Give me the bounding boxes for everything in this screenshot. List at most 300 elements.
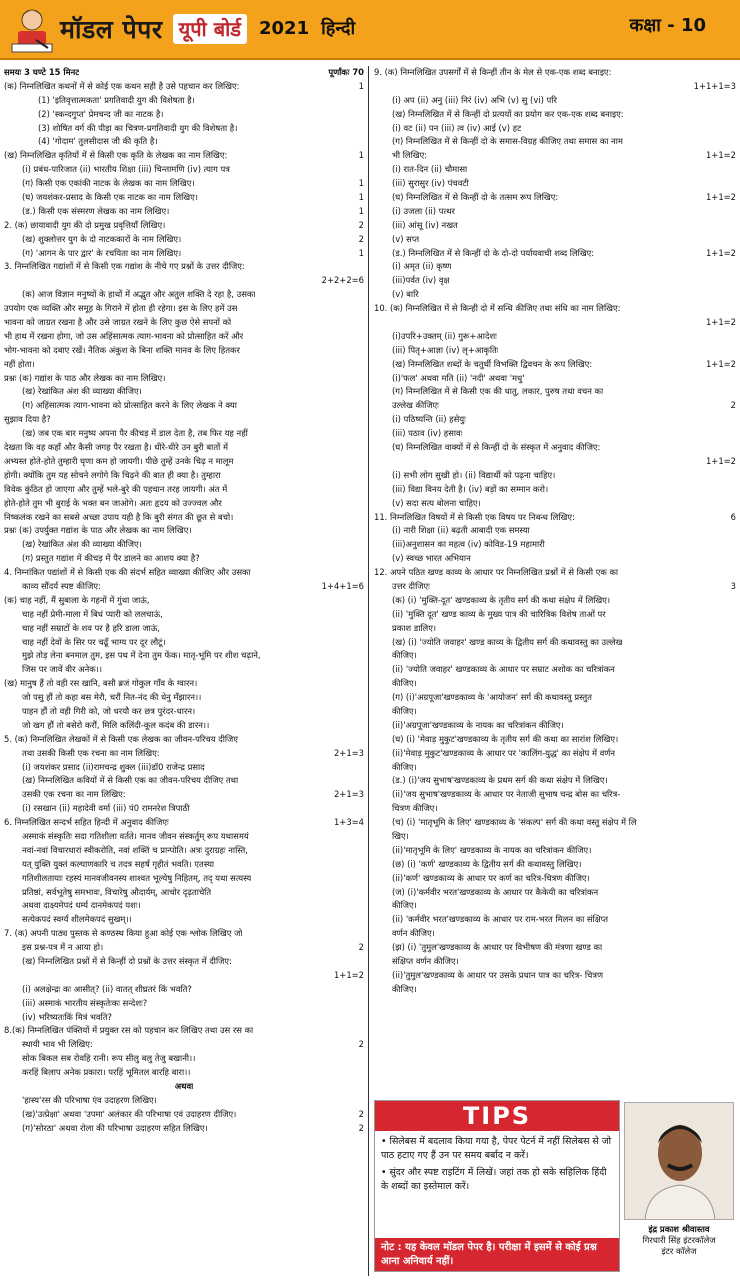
question-text: (ग) निम्नलिखित में से किसी एक की धातु, लकार, पुरुष तथा वचन का xyxy=(392,386,604,397)
question-text: 11. निम्नलिखित विषयों में से किसी एक विषय पर निबन्ध लिखिए: xyxy=(374,511,575,522)
question-line xyxy=(4,316,364,330)
question-line xyxy=(4,566,364,580)
question-text: नहीं होता। xyxy=(4,358,35,369)
question-text: (ग) निम्नलिखित में से किन्हीं दो के समास-विग्रह कीजिए तथा समास का नाम xyxy=(392,136,623,147)
question-line xyxy=(4,955,364,969)
question-text: भी हाथ में रखना होगा, जो उस अहिंसात्मक त्याग-भावना को प्रोत्साहित करें और xyxy=(4,330,244,341)
question-line xyxy=(4,399,364,413)
tips-point-2: • सुंदर और स्पष्ट राइटिंग में लिखें। जहां तक हो सके सहिलिक हिंदी के शब्दों का इस्तेमाल करें। xyxy=(381,1167,607,1192)
question-line xyxy=(374,441,736,455)
question-text: प्रतिष्ठां, सर्वभूतेषु समभावः, विचारेषु औदार्यम्, आचोर दृढ़ताचेति xyxy=(22,886,212,897)
marks-label: 1+1=2 xyxy=(705,150,736,161)
question-line xyxy=(374,788,736,802)
question-text: समयः 3 घण्टे 15 मिनट xyxy=(4,67,80,77)
question-text: (i) अलक्षेन्द्रः कः आसीत्? (ii) वातत् शीघ्रतरं किं भवति? xyxy=(22,983,192,994)
marks-label: 1+1+1=3 xyxy=(693,80,736,91)
question-text: 4. निम्नांकित पद्यांशों में से किसी एक की संदर्भ सहित व्याख्या कीजिए और उसका xyxy=(4,567,251,578)
question-line xyxy=(374,566,736,580)
question-text: यत् युक्ति युक्तं कल्याणकारि च तदत्र सहर्षं गृहीतं भवति। एतस्या xyxy=(22,858,215,869)
question-text: कीजिए। xyxy=(392,650,417,661)
question-text: गतिशीलतायाः रहस्यं मानवजीवनस्य शाश्वत भूल्येषु निहितम्, तद् यथा सत्यस्य xyxy=(22,872,252,883)
question-line xyxy=(374,191,736,205)
question-line xyxy=(374,594,736,608)
question-line xyxy=(374,66,736,80)
question-text: कीजिए। xyxy=(392,761,417,772)
question-text: (i) जयशंकर प्रसाद (ii)रामचन्द्र शुक्ल (iii)डॉ0 राजेन्द्र प्रसाद xyxy=(22,761,205,772)
question-text: अथवा दाक्ष्यमेपदं धर्म्य दानमेकपदं यशः। xyxy=(22,900,141,911)
tips-note: नोट : यह केवल मॉडल पेपर है। परीक्षा में इसमें से कोई प्रश्न आना अनिवार्य नहीं। xyxy=(375,1238,619,1271)
question-text: (i)'फल' अथवा मति (ii) 'नदी' अथवा 'मधु' xyxy=(392,372,525,383)
question-line xyxy=(4,594,364,608)
question-text: (iii) सुरासुर (iv) पंचवटी xyxy=(392,178,469,189)
author-school: गिरधारी सिंह इंटरकॉलेज xyxy=(642,1234,716,1245)
header-banner xyxy=(0,0,740,60)
question-line xyxy=(374,802,736,816)
question-text: काव्य सौंदर्य स्पष्ट कीजिए: xyxy=(22,580,101,591)
question-line xyxy=(4,94,364,108)
question-line xyxy=(374,233,736,247)
question-text: (ख) निम्नलिखित कृतियों में से किसी एक कृति के लेखक का नाम लिखिए: xyxy=(4,150,228,161)
question-line xyxy=(4,899,364,913)
question-line xyxy=(4,608,364,622)
author-photo xyxy=(624,1102,734,1220)
question-text: (ii)'जय सुभाष'खण्डकाव्य के आधार पर नेताजी सुभाष चन्द्र बोस का चरित्र- xyxy=(392,789,621,800)
marks-label: 2 xyxy=(358,942,364,953)
question-line xyxy=(374,108,736,122)
question-line xyxy=(4,719,364,733)
question-text: प्रश्नः (क) गद्यांश के पाठ और लेखक का नाम लिखिए। xyxy=(4,372,166,383)
question-line xyxy=(374,844,736,858)
question-line xyxy=(374,816,736,830)
question-text: 3. निम्नलिखित गद्यांशों में से किसी एक गद्यांश के नीचे गए प्रश्नों के उत्तर दीजिए: xyxy=(4,261,245,272)
question-text: प्रकाश डालिए। xyxy=(392,622,437,633)
question-text: वर्णन कीजिए। xyxy=(392,928,435,939)
question-line xyxy=(4,941,364,955)
question-line xyxy=(374,94,736,108)
question-line xyxy=(374,330,736,344)
tips-body xyxy=(375,1131,619,1198)
question-text: (ग) प्रस्तुत गद्यांश में कीचड़ में पैर डालने का आशय क्या है? xyxy=(22,553,200,564)
question-line xyxy=(4,233,364,247)
question-text: (i) रात-दिन (ii) चौमासा xyxy=(392,164,468,175)
marks-label: 1+1=2 xyxy=(705,317,736,328)
question-line xyxy=(374,580,736,594)
question-line xyxy=(374,122,736,136)
question-line xyxy=(374,274,736,288)
brand-model-paper: मॉडल पेपर xyxy=(60,14,163,44)
question-text: उपयोग एक व्यक्ति और समूह के गिराने में होता ही रहेगा। इस के लिए हमें उस xyxy=(4,303,238,314)
question-line xyxy=(374,705,736,719)
question-line xyxy=(374,955,736,969)
question-text: (ग) 'आगन के पार द्वार' के रचयिता का नाम लिखिए। xyxy=(22,247,182,258)
question-text: संक्षिप्त वर्णन कीजिए। xyxy=(392,956,459,966)
question-line xyxy=(4,622,364,636)
question-text: (क) (i) 'मुक्ति-दूत' खण्डकाव्य के तृतीय सर्ग की कथा संक्षेप में लिखिए। xyxy=(392,594,611,605)
question-line xyxy=(4,413,364,427)
question-text: चाह नहीं देवों के सिर पर चढूँ भाग्य पर दूर लौटूं। xyxy=(22,636,166,647)
question-line xyxy=(4,330,364,344)
marks-label: 6 xyxy=(730,511,736,522)
question-line xyxy=(4,372,364,386)
marks-label: 2+1=3 xyxy=(333,789,364,800)
question-text: 5. (क) निम्नलिखित लेखकों में से किसी एक लेखक का जीवन-परिचय दीजिए xyxy=(4,733,238,744)
question-text: (ii) 'मुक्ति दूत' खण्ड काव्य के मुख्य पात्र की चारित्रिक विशेष ताओं पर xyxy=(392,608,606,619)
question-text: (ख) (i) 'ज्योति जवाहर' खण्ड काव्य के द्वितीय सर्ग की कथावस्तु का उल्लेख xyxy=(392,636,623,647)
question-text: अथवा xyxy=(174,1081,194,1092)
marks-label: 2 xyxy=(358,1108,364,1119)
question-text: (iii)पर्वत (iv) वृक्ष xyxy=(392,275,450,286)
question-text: भोग-भावना को दबाए रखें। नैतिक अंकुश के बिना शक्ति मानव के लिए हितकर xyxy=(4,344,240,355)
question-line xyxy=(374,288,736,302)
question-text: (iii) पितृ+आज्ञा (iv) लृ+आकृतिः xyxy=(392,344,499,355)
question-line xyxy=(4,872,364,886)
question-text: (i) अमृत (ii) कृष्ण xyxy=(392,261,452,272)
question-line xyxy=(4,774,364,788)
question-text: (ख)'उत्प्रेक्षा' अथवा 'उपमा' अलंकार की परिभाषा एवं उदाहरण दीजिए। xyxy=(22,1108,237,1119)
question-line xyxy=(374,872,736,886)
question-line xyxy=(4,497,364,511)
question-line xyxy=(4,163,364,177)
question-text: (i) उजला (ii) पत्थर xyxy=(392,205,455,216)
question-line xyxy=(4,761,364,775)
question-text: उसकी एक रचना का नाम लिखिए: xyxy=(22,789,126,800)
marks-label: 1+1=2 xyxy=(333,969,364,980)
question-line xyxy=(4,205,364,219)
question-text: चाह नहीं सम्राटों के शव पर है हरि डाला जाऊं, xyxy=(22,622,160,633)
question-line xyxy=(374,927,736,941)
question-line xyxy=(4,1122,364,1136)
question-line xyxy=(374,163,736,177)
question-line xyxy=(4,747,364,761)
question-line xyxy=(4,469,364,483)
question-line xyxy=(374,622,736,636)
question-text: उत्तर दीजिएः xyxy=(392,580,430,591)
marks-label: 1 xyxy=(358,247,364,258)
question-line xyxy=(4,1108,364,1122)
question-line xyxy=(374,469,736,483)
question-text: अभ्यस्त होते-होते तुम्हारी घृणा कम हो जायगी। पीछे तुम्हें उनके चिढ़ न मालूम xyxy=(4,455,234,466)
question-line xyxy=(4,1080,364,1094)
question-text: 7. (क) अपनी पाठ्य पुस्तक से कण्ठस्थ किया हुआ कोई एक श्लोक लिखिए जो xyxy=(4,928,243,939)
tips-point-1: • सिलेबस में बदलाव किया गया है, पेपर पेटर्न में नहीं सिलेबस से जो पाठ हटाए गए हैं उन पर समय बर्बाद न करें। xyxy=(381,1136,612,1161)
question-line xyxy=(4,663,364,677)
question-line xyxy=(374,80,736,94)
question-text: कीजिए। xyxy=(392,678,417,689)
question-text: कीजिए। xyxy=(392,983,417,994)
question-text: (v) बारि xyxy=(392,289,419,300)
question-text: 9. (क) निम्नलिखित उपसर्गों में से किन्हीं तीन के मेल से एक-एक शब्द बनाइए: xyxy=(374,67,612,77)
question-text: खिए। xyxy=(392,830,409,841)
question-text: (ख) जब एक बार मनुष्य अपना पैर कीचड़ में डाल देता है, तब फिर यह नहीं xyxy=(22,428,248,439)
marks-label: 2 xyxy=(358,1122,364,1133)
marks-label: 1+1=2 xyxy=(705,192,736,203)
question-text: सुझाव दिया है? xyxy=(4,414,51,425)
question-line xyxy=(374,247,736,261)
question-line xyxy=(374,552,736,566)
question-text: कीजिए। xyxy=(392,705,417,716)
question-text: (ii)'कर्ण' खण्डकाव्य के आधार पर कर्ण का चरित्र-चित्रण कीजिए। xyxy=(392,872,590,883)
question-text: (ड.) किसी एक संस्मरण लेखक का नाम लिखिए। xyxy=(22,205,170,216)
question-text: अस्माकं संस्कृतिः सदा गतिशीला वर्तते। मानव जीवन संस्कर्तुम् रूप यथासमयं xyxy=(22,830,249,841)
student-writing-logo-icon xyxy=(6,4,58,56)
question-text: 'हास्य'रस की परिभाषा एंव उदाहरण लिखिए। xyxy=(22,1094,157,1105)
marks-label: 2 xyxy=(358,1039,364,1050)
question-text: (ii)'तुमुल'खण्डकाव्य के आधार पर उसके प्रधान पात्र का चरित्र- चित्रण xyxy=(392,969,604,980)
question-line xyxy=(374,733,736,747)
question-line xyxy=(374,983,736,997)
question-text: (ख) मानुष हैं तो वही रस खानि, बसौ ब्रजं गोकुल गाँव के ग्वारन। xyxy=(4,678,198,689)
question-line xyxy=(374,135,736,149)
question-text: सत्येकपदं स्वर्ग्यं शीलमेकपदं सुखम्।। xyxy=(22,914,132,925)
question-line xyxy=(374,886,736,900)
question-text: सोक बिकल सब रोवहि रानी। रूप सीलु बलु तेजु बखानी।। xyxy=(22,1053,196,1064)
marks-label: 1+1=2 xyxy=(705,247,736,258)
question-text: (ड.) निम्नलिखित में से किन्हीं दो के दो-दो पर्यायवाची शब्द लिखिए: xyxy=(392,247,595,258)
question-line xyxy=(4,997,364,1011)
author-portrait-icon xyxy=(625,1103,734,1220)
question-text: स्थायी भाव भी लिखिए: xyxy=(22,1039,93,1050)
question-line xyxy=(4,677,364,691)
question-text: होते-होते तुम भी बुराई के भक्त बन जाओगे। अतः हृदय को उज्ज्वल और xyxy=(4,497,222,508)
question-line xyxy=(4,913,364,927)
question-line xyxy=(4,288,364,302)
question-text: मुझे तोड़ लेना बनमाल तुम, इस पथ में देना तुम फेंक। मातृ-भूमि पर शीश चढ़ाने, xyxy=(22,650,261,661)
marks-label: 1 xyxy=(358,192,364,203)
question-text: (छ) (i) 'कर्ण' खण्डकाव्य के द्वितीय सर्ग की कथावस्तु लिखिए। xyxy=(392,858,582,869)
question-text: देखता कि वह कहाँ और कैसी जगह पैर रखता है। धीरे-धीरे उन बुरी बातों में xyxy=(4,442,228,453)
question-line xyxy=(374,316,736,330)
question-line xyxy=(4,844,364,858)
question-text: (ii)'मेवाड़ मुकुट'खण्डकाव्य के आधार पर 'कालिंग-युद्ध' का संक्षेप में वर्णन xyxy=(392,747,616,758)
question-text: (घ) जयशंकर-प्रसाद के किसी एक नाटक का नाम लिखिए। xyxy=(22,192,198,203)
question-line xyxy=(4,122,364,136)
question-line xyxy=(4,344,364,358)
question-line xyxy=(374,302,736,316)
marks-label: 2+1=3 xyxy=(333,747,364,758)
question-text: चित्रण कीजिए। xyxy=(392,803,438,814)
question-text: उल्लेख कीजिएः xyxy=(392,400,439,411)
marks-label: 1 xyxy=(358,205,364,216)
marks-label: 1 xyxy=(358,80,364,91)
question-line xyxy=(4,636,364,650)
question-text: (iii) विद्या विनय देती है। (iv) बड़ों का सम्मान करो। xyxy=(392,483,549,494)
question-line xyxy=(4,886,364,900)
question-line xyxy=(4,1038,364,1052)
tips-title: TIPS xyxy=(375,1101,619,1131)
question-line xyxy=(4,385,364,399)
question-text: तथा उसकी किसी एक रचना का नाम लिखिए: xyxy=(22,747,160,758)
question-line xyxy=(4,260,364,274)
question-text: 8.(क) निम्नलिखित पंक्तियों में प्रयुक्त रस को पहचान कर लिखिए तथा उस रस का xyxy=(4,1025,254,1036)
question-line xyxy=(374,413,736,427)
question-line xyxy=(4,427,364,441)
question-line xyxy=(374,830,736,844)
question-text: (ii) 'ज्योति जवाहर' खण्डकाव्य के आधार पर सम्राट अशोक का चरित्रांकन xyxy=(392,664,615,675)
question-line xyxy=(4,524,364,538)
question-text: (i) नारी शिक्षा (ii) बढ़ती आबादी एक समस्या xyxy=(392,525,530,536)
question-line xyxy=(374,511,736,525)
question-line xyxy=(4,511,364,525)
question-text: (ग) (i)'अग्रपूजा'खण्डकाव्य के 'आयोजन' सर्ग की कथावस्तु प्रस्तुत xyxy=(392,692,592,703)
marks-label: 2 xyxy=(358,219,364,230)
question-line xyxy=(374,385,736,399)
question-line xyxy=(374,358,736,372)
question-line xyxy=(4,108,364,122)
question-text: जिस पर जावें वीर अनेक।। xyxy=(22,664,102,675)
question-line xyxy=(374,538,736,552)
question-line xyxy=(374,913,736,927)
question-text: (iii)अनुशासन का महत्व (iv) कोविड-19 महामारी xyxy=(392,539,545,550)
question-line xyxy=(374,483,736,497)
question-line xyxy=(374,774,736,788)
question-line xyxy=(4,358,364,372)
marks-label: 1+3=4 xyxy=(333,817,364,828)
question-line xyxy=(4,538,364,552)
question-text: (ख) निम्नलिखित में से किन्हीं दो प्रत्ययों का प्रयोग कर एक-एक शब्द बनाइए: xyxy=(392,108,624,119)
question-line xyxy=(374,372,736,386)
question-text: (v) स्वच्छ भारत अभियान xyxy=(392,553,471,564)
question-line xyxy=(4,733,364,747)
question-text: नवां-नवां विचारधारां स्वीकरोति, नवां शक्तिं च प्रान्पोति। अत्रः दुराग्रहः नास्ति, xyxy=(22,844,248,855)
question-text: भावना को जाग्रत रखना है और उसे जाग्रत रखने के लिए कुछ ऐसे सपनों को xyxy=(4,317,232,328)
question-line xyxy=(4,816,364,830)
question-text: (i) अप (ii) अनु (iii) निरं (iv) अभि (v) सु (vi) परि xyxy=(392,94,557,105)
question-text: 10. (क) निम्नलिखित में से किन्ही दो में सन्धि कीजिए तथा संधि का नाम लिखिए: xyxy=(374,303,621,314)
marks-label: 3 xyxy=(730,580,736,591)
question-line xyxy=(374,455,736,469)
question-text: कीजिए। xyxy=(392,900,417,911)
question-text: (क) आज विज्ञान मनुष्यों के हाथों में अद्भुत और अतुल शक्ति दे रहा है, उसका xyxy=(22,289,256,300)
question-line xyxy=(4,149,364,163)
question-line xyxy=(4,802,364,816)
question-text: (ड.) (i)'जय सुभाष'खण्डकाव्य के प्रथम सर्ग की कथा संक्षेप में लिखिए। xyxy=(392,775,608,786)
question-text: (i)उपरि+उक्तम् (ii) गुरू+आदेशः xyxy=(392,330,497,341)
question-line xyxy=(374,858,736,872)
column-divider xyxy=(368,66,369,1276)
question-line xyxy=(4,247,364,261)
question-line xyxy=(374,399,736,413)
question-line xyxy=(4,788,364,802)
question-text: 2. (क) छायावादी युग की दो प्रमुख प्रवृत्तियाँ लिखिए। xyxy=(4,219,166,230)
question-text: प्रश्नः (क) उपर्युक्त गद्यांश के पाठ और लेखक का नाम लिखिए। xyxy=(4,525,192,536)
question-line xyxy=(374,427,736,441)
question-line xyxy=(374,344,736,358)
brand-subject: हिन्दी xyxy=(321,18,356,40)
question-line xyxy=(4,66,364,80)
question-line xyxy=(4,580,364,594)
question-text: 12. अपने पठित खण्ड काव्य के आधार पर निम्नलिखित प्रश्नों में से किसी एक का xyxy=(374,567,619,578)
marks-label: 2+2+2=6 xyxy=(321,275,364,286)
question-text: (क) चाह नहीं, मैं सुबाला के गहनों में गुंथा जाऊं, xyxy=(4,594,150,605)
question-text: (iv) भरिष्यतःकिं मित्रं भवति? xyxy=(22,1011,112,1022)
question-text: करहिं बिलाप अनेक प्रकारा। परहिं भूमितल बारहि बारा।। xyxy=(22,1067,191,1078)
question-line xyxy=(374,691,736,705)
question-text: (iii) पठाव (iv) हसावः xyxy=(392,428,463,439)
question-text: (ख) रेखांकित अंश की व्याख्या कीजिए। xyxy=(22,386,142,397)
question-line xyxy=(374,899,736,913)
question-text: (ख) निम्नलिखित प्रश्नों में से किन्हीं दो प्रश्नों के उत्तर संस्कृत में दीजिए: xyxy=(22,956,232,966)
question-text: (ii)'मातृभूमि के लिए' खण्डकाव्य के नायक का चरित्रांकन कीजिए। xyxy=(392,844,592,855)
question-text: (घ) निम्नलिखित में से किन्हीं दो के तत्सम रूप लिखिए: xyxy=(392,192,559,203)
question-line xyxy=(4,969,364,983)
question-text: (ii)'अग्रपूजा'खण्डकाव्य के नायक का चरित्रांकन कीजिए। xyxy=(392,719,564,730)
left-column xyxy=(4,66,364,1136)
question-line xyxy=(374,149,736,163)
question-line xyxy=(374,608,736,622)
question-text: (i) रसखान (ii) महादेवी वर्मा (iii) पं0 रामनरेश त्रिपाठी xyxy=(22,803,190,814)
question-text: इस प्रश्न-पत्र में न आया हो। xyxy=(22,942,104,953)
question-line xyxy=(4,552,364,566)
question-line xyxy=(374,260,736,274)
marks-label: 2 xyxy=(730,400,736,411)
question-line xyxy=(374,969,736,983)
question-line xyxy=(374,719,736,733)
question-line xyxy=(4,191,364,205)
right-column xyxy=(374,66,736,997)
question-text: (ख) निम्नलिखित शब्दों के चतुर्थी विभक्ति द्विवचन के रूप लिखिए: xyxy=(392,358,593,369)
question-line xyxy=(4,302,364,316)
question-text: (iii) अस्माकं भारतीय संस्कृतेःकः सन्देशः? xyxy=(22,997,148,1008)
question-text: (i) सभी लोग सुखी हो। (ii) विद्यार्थी को पढ़ना चाहिए। xyxy=(392,469,556,480)
question-line xyxy=(374,649,736,663)
question-line xyxy=(4,927,364,941)
question-line xyxy=(374,747,736,761)
question-text: (i) प्रबंध-पारिजात (ii) भारतीय शिक्षा (iii) चिन्तामणि (iv) त्याग पत्र xyxy=(22,164,230,175)
question-line xyxy=(4,177,364,191)
question-line xyxy=(374,205,736,219)
brand-year: 2021 xyxy=(259,18,310,40)
question-line xyxy=(4,858,364,872)
question-line xyxy=(4,80,364,94)
question-line xyxy=(4,1024,364,1038)
question-line xyxy=(374,177,736,191)
question-line xyxy=(4,983,364,997)
question-text: जो पसु हौं तो कहा बस मेरौ, चरौं नित-नंद की धेनु मँझारन।। xyxy=(22,692,202,703)
marks-label: 1+1=2 xyxy=(705,358,736,369)
question-text: (घ) निम्नलिखित वाक्यों में से किन्हीं दो के संस्कृत में अनुवाद कीजिए: xyxy=(392,442,601,453)
question-text: (i) पठिष्यन्ति (ii) हसेयुः xyxy=(392,414,466,425)
question-line xyxy=(4,1094,364,1108)
question-text: (1) 'इतिवृत्तात्मकता' प्रगतिवादी युग की विशेषता है। xyxy=(38,94,195,105)
question-text: निष्कलंक रखने का सबसे अच्छा उपाय यही है कि बुरी संगत की छूत से बचो। xyxy=(4,511,234,522)
brand-up-board: यूपी बोर्ड xyxy=(173,14,247,44)
question-line xyxy=(4,649,364,663)
question-line xyxy=(4,691,364,705)
question-text: (क) निम्नलिखित कथनों में से कोई एक कथन सही है उसे पहचान कर लिखिए: xyxy=(4,80,240,91)
question-text: (ग) अहिंसात्मक त्याग-भावना को प्रोत्साहित करने के लिए लेखक ने क्या xyxy=(22,400,237,411)
question-line xyxy=(4,135,364,149)
question-text: (v) सप्त xyxy=(392,233,420,244)
question-text: (घ) (i) 'मेवाड़ मुकुट'खण्डकाव्य के तृतीय सर्ग की कथा का सारांश लिखिए। xyxy=(392,733,619,744)
question-line xyxy=(4,483,364,497)
question-text: (v) सदा सत्य बोलना चाहिए। xyxy=(392,497,481,508)
question-line xyxy=(4,830,364,844)
question-text: (झ) (i) 'तुमुल'खण्डकाव्य के आधार पर विभीषण की मंत्रणा खण्ड का xyxy=(392,942,603,953)
question-line xyxy=(4,441,364,455)
question-line xyxy=(4,1011,364,1025)
question-text: (iii) आंसू (iv) नखत xyxy=(392,219,458,230)
question-text: भी लिखिए: xyxy=(392,150,428,161)
author-college: इंटर कॉलेज xyxy=(661,1245,697,1256)
question-text: (i) वट (ii) पन (iii) त्व (iv) आई (v) हट xyxy=(392,122,522,133)
question-text: (ख) रेखांकित अंश की व्याख्या कीजिए। xyxy=(22,539,142,550)
author-caption xyxy=(622,1224,736,1257)
marks-label: 1+4+1=6 xyxy=(321,580,364,591)
question-text: (3) शोषित वर्ग की पीड़ा का चित्रण-प्रगतिवादी युग की विशेषता है। xyxy=(38,122,238,133)
question-line xyxy=(374,497,736,511)
question-text: (ii) 'कर्मवीर भरत'खण्डकाव्य के आधार पर राम-भरत मिलन का संक्षिप्त xyxy=(392,914,609,925)
question-line xyxy=(4,1066,364,1080)
